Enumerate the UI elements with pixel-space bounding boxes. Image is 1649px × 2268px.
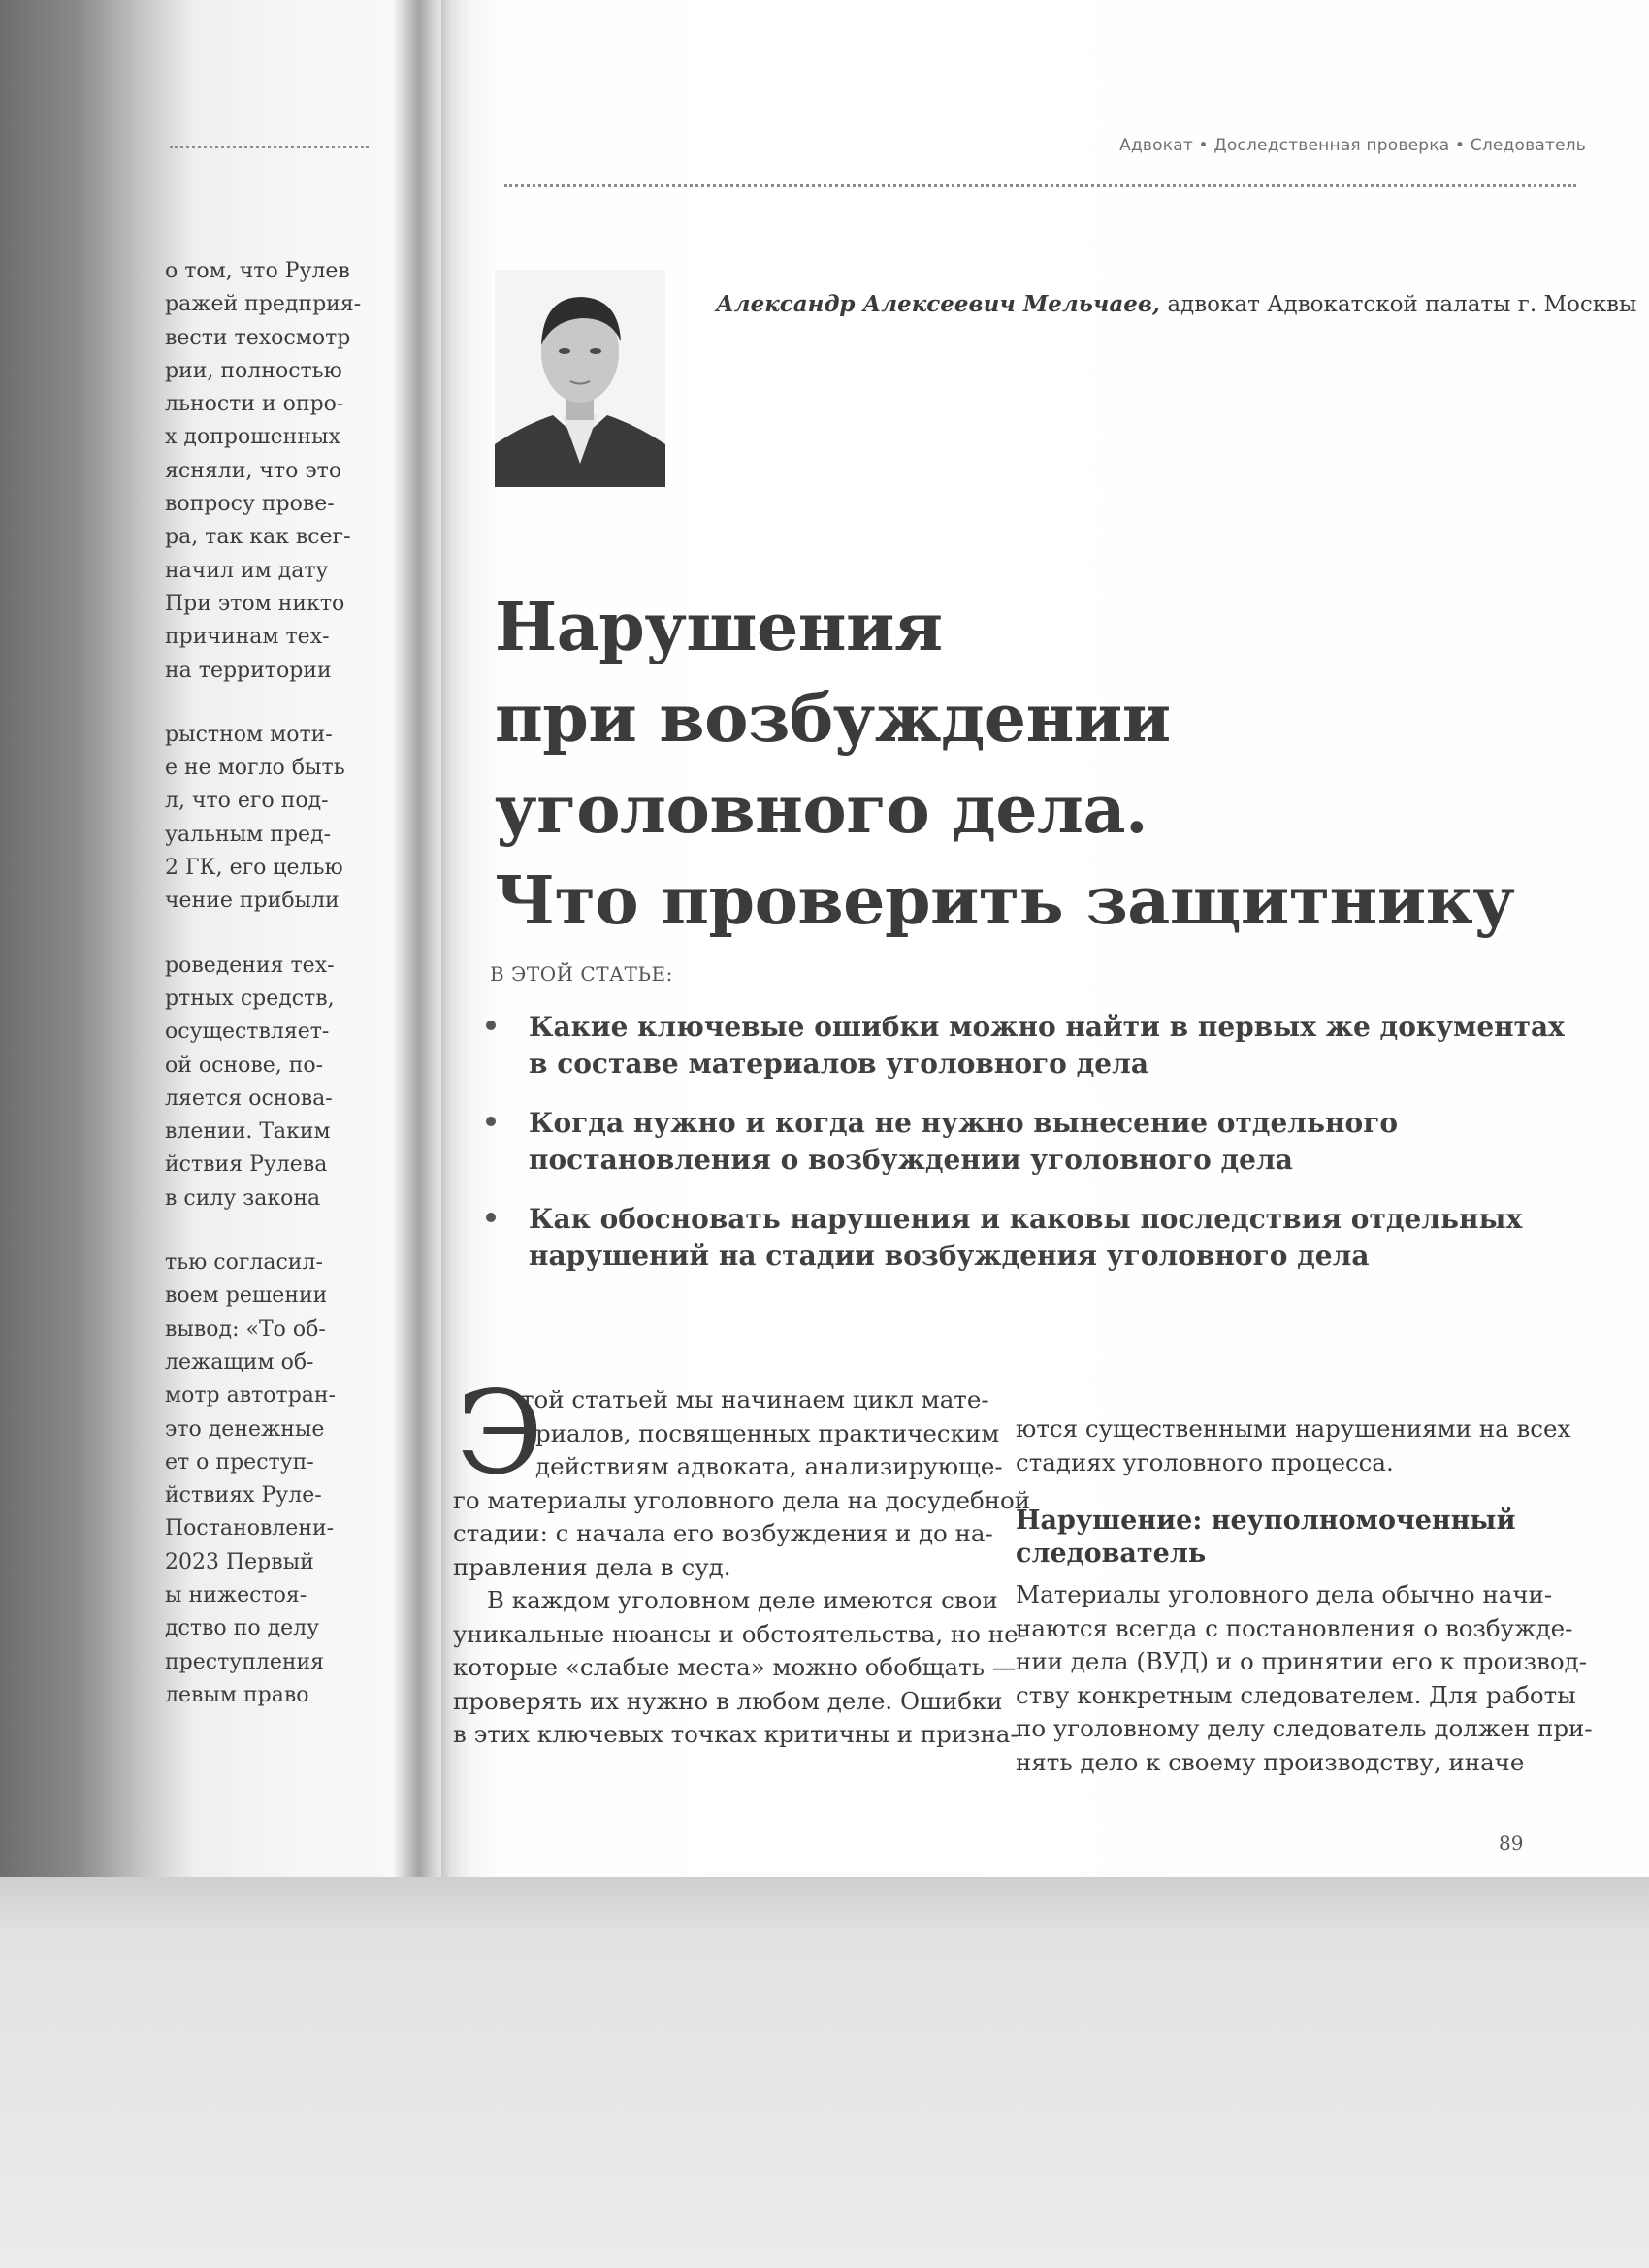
in-article-label: В ЭТОЙ СТАТЬЕ: <box>490 962 673 986</box>
left-page-line: рыстном моти- <box>165 722 333 747</box>
left-page-line: о том, что Рулев <box>165 259 350 283</box>
left-page-line: лежащим об- <box>165 1349 314 1375</box>
subheading-line: следователь <box>1016 1539 1207 1569</box>
running-head: Адвокат • Доследственная проверка • Следователь <box>1119 136 1586 155</box>
author-line <box>716 291 1637 317</box>
subheading-line: Нарушение: неуполномоченный <box>1016 1506 1516 1536</box>
body-line: риалов, посвященных практическим <box>535 1418 1000 1447</box>
body-line: уникальные нюансы и обстоятельства, но не- <box>453 1619 1026 1648</box>
in-article-list <box>480 1009 1586 1297</box>
body-line: которые «слабые места» можно обобщать — <box>453 1653 1017 1681</box>
author-name: Александр Алексеевич Мельчаев, <box>716 291 1161 317</box>
body-line: той статьей мы начинаем цикл мате- <box>521 1385 989 1413</box>
left-page-line: л, что его под- <box>165 789 329 814</box>
body-line: Материалы уголовного дела обычно начи- <box>1016 1580 1553 1608</box>
body-line: нии дела (ВУД) и о принятии его к производ- <box>1016 1647 1587 1675</box>
right-page <box>441 0 1649 1896</box>
body-line: проверять их нужно в любом деле. Ошибки <box>453 1686 1003 1715</box>
drop-cap: Э <box>456 1366 544 1500</box>
left-page-line: ой основе, по- <box>165 1053 324 1078</box>
bullet-line: Когда нужно и когда не нужно вынесение отдельного <box>529 1107 1399 1139</box>
left-page-line: преступления <box>165 1649 325 1674</box>
bullet-icon <box>486 1117 496 1126</box>
left-page <box>0 0 441 1877</box>
left-page-line: ляется основа- <box>165 1085 333 1111</box>
left-page-line: При этом никто <box>165 591 345 616</box>
book-spine-shadow <box>393 0 451 1882</box>
left-page-line: на территории <box>165 658 332 683</box>
scan-background <box>0 1877 1649 2268</box>
title-line: Нарушения <box>495 589 943 666</box>
left-page-line: левым право <box>165 1682 309 1707</box>
left-page-line: йствия Рулева <box>165 1152 328 1178</box>
in-article-item <box>480 1105 1586 1179</box>
paragraph-gap <box>165 919 398 950</box>
bullet-line: постановления о возбуждении уголовного дела <box>529 1144 1293 1176</box>
paragraph-gap <box>165 688 398 719</box>
bullet-icon <box>486 1213 496 1222</box>
header-dotted-rule <box>504 184 1576 187</box>
left-page-line: ражей предприя- <box>165 292 362 317</box>
left-page-line: Постановлени- <box>165 1516 335 1541</box>
left-page-line: в силу закона <box>165 1185 321 1211</box>
body-line: ются существенными нарушениями на всех <box>1016 1414 1571 1442</box>
left-page-line: х допрошенных <box>165 425 340 450</box>
bullet-line: Какие ключевые ошибки можно найти в первых же документах <box>529 1011 1565 1043</box>
left-page-line: йствиях Руле- <box>165 1483 322 1508</box>
section-subheading <box>1016 1505 1544 1571</box>
body-column-1 <box>453 1383 1031 1752</box>
left-page-line: 2 ГК, его целью <box>165 856 343 881</box>
left-page-line: рии, полностью <box>165 358 342 383</box>
body-line: В каждом уголовном деле имеются свои <box>487 1586 998 1614</box>
body-line: правления дела в суд. <box>453 1552 731 1581</box>
paragraph-gap <box>165 1215 398 1247</box>
left-page-line: это денежные <box>165 1416 325 1442</box>
in-article-item <box>480 1201 1586 1275</box>
bullet-line: в составе материалов уголовного дела <box>529 1048 1148 1080</box>
left-page-line: воем решении <box>165 1283 328 1309</box>
left-page-line: роведения тех- <box>165 953 335 978</box>
left-page-line: начил им дату <box>165 558 329 583</box>
title-line: при возбуждении <box>495 680 1171 758</box>
body-line: нять дело к своему производству, иначе <box>1016 1747 1525 1776</box>
left-page-line: тью согласил- <box>165 1250 323 1276</box>
left-page-line: ртных средств, <box>165 986 335 1011</box>
body-column-2 <box>1016 1412 1593 1779</box>
left-page-line: вопросу прове- <box>165 492 335 517</box>
left-page-line: вывод: «То об- <box>165 1316 326 1342</box>
body-line: наются всегда с постановления о возбужде- <box>1016 1613 1573 1642</box>
body-line: стадиях уголовного процесса. <box>1016 1447 1394 1476</box>
left-page-line: е не могло быть <box>165 756 345 781</box>
left-page-text <box>165 255 398 1712</box>
bullet-line: нарушений на стадии возбуждения уголовного дела <box>529 1240 1370 1272</box>
article-title <box>495 582 1562 947</box>
left-page-line: ет о преступ- <box>165 1449 314 1474</box>
title-line: Что проверить защитнику <box>495 862 1515 940</box>
body-line: по уголовному делу следователь должен при- <box>1016 1714 1593 1742</box>
body-line: стадии: с начала его возбуждения и до на- <box>453 1519 993 1547</box>
left-page-line: вести техосмотр <box>165 325 351 350</box>
left-page-line: ясняли, что это <box>165 458 342 483</box>
left-page-line: причинам тех- <box>165 625 330 650</box>
body-line: го материалы уголовного дела на досудебной <box>453 1485 1031 1514</box>
left-page-line: ра, так как всег- <box>165 525 351 550</box>
body-line: действиям адвоката, анализирующе- <box>535 1452 1003 1480</box>
left-page-line: осуществляет- <box>165 1020 330 1045</box>
author-photo <box>495 270 665 487</box>
title-line: уголовного дела. <box>495 771 1148 849</box>
in-article-item <box>480 1009 1586 1083</box>
left-page-line: дство по делу <box>165 1616 320 1641</box>
left-page-line: мотр автотран- <box>165 1383 336 1409</box>
bullet-icon <box>486 1021 496 1030</box>
left-page-line: чение прибыли <box>165 889 340 914</box>
author-position: адвокат Адвокатской палаты г. Москвы <box>1160 292 1637 317</box>
left-page-dotted-rule <box>170 146 369 148</box>
left-page-line: ы нижестоя- <box>165 1582 307 1607</box>
body-line: в этих ключевых точках критичны и призна- <box>453 1720 1018 1748</box>
left-page-line: льности и опро- <box>165 392 344 417</box>
bullet-line: Как обосновать нарушения и каковы последствия отдельных <box>529 1203 1523 1235</box>
page-number: 89 <box>1499 1831 1524 1855</box>
left-page-line: уальным пред- <box>165 822 332 847</box>
body-line: ству конкретным следователем. Для работы <box>1016 1680 1576 1709</box>
left-page-line: 2023 Первый <box>165 1549 314 1574</box>
left-page-line: влении. Таким <box>165 1119 331 1145</box>
